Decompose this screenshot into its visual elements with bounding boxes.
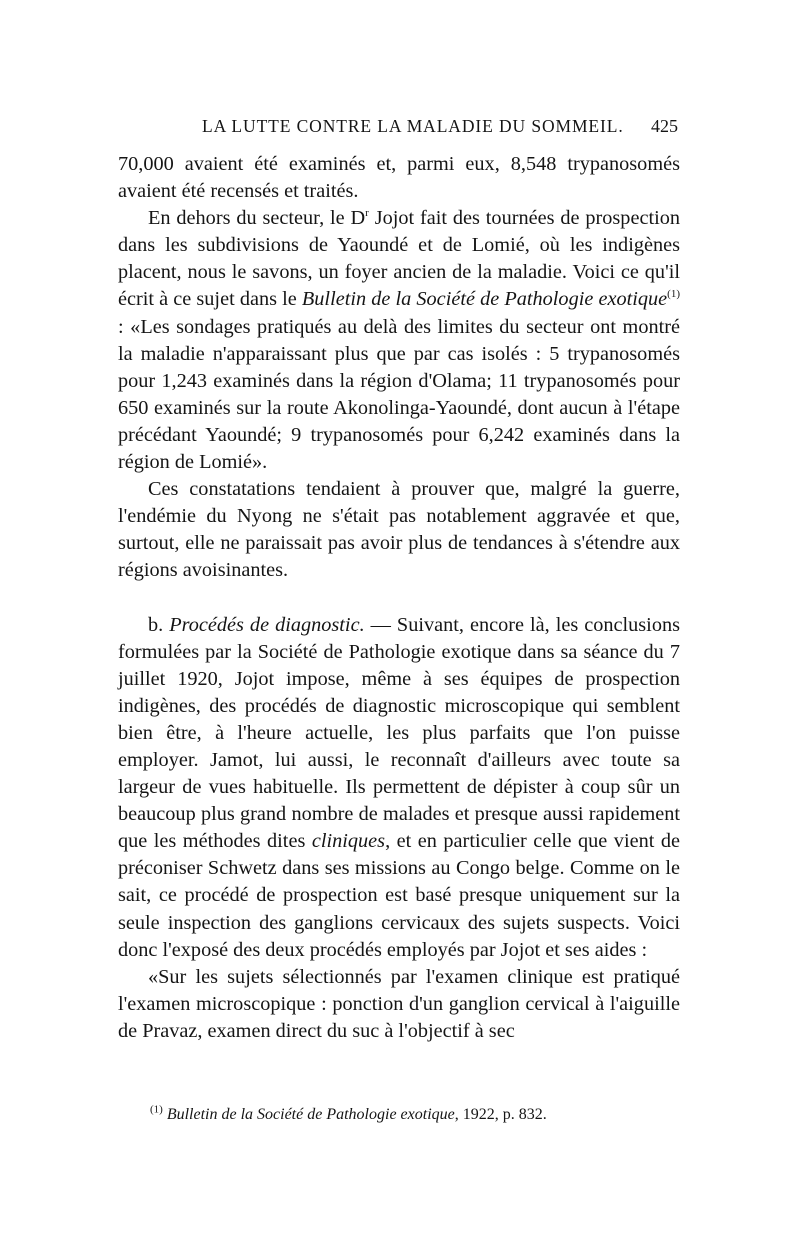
section-label: b. bbox=[148, 613, 170, 636]
paragraph-1-text: 70,000 avaient été examinés et, parmi eux, 8,548 trypanosomés avaient été recensés et traités. bbox=[118, 153, 680, 203]
paragraph-3 bbox=[118, 476, 680, 584]
paragraph-1 bbox=[118, 151, 680, 205]
footnote-citation-details: , 1922, p. 832. bbox=[454, 1106, 547, 1123]
main-text bbox=[118, 151, 680, 1045]
footnote-marker: (1) bbox=[150, 1103, 163, 1116]
footnote-citation-title: Bulletin de la Société de Pathologie exotique bbox=[166, 1106, 455, 1123]
paragraph-3-text: Ces constatations tendaient à prouver que, malgré la guerre, l'endémie du Nyong ne s'était pas notablement aggravée et que, surtout, elle ne paraissait pas avoir plus de tendances à s'étendre aux régions avoisinantes. bbox=[118, 478, 680, 582]
cliniques-italic: cliniques bbox=[311, 830, 386, 853]
paragraph-2-text-b: Jojot fait des tournées de prospection dans les subdivisions de Yaoundé et de Lomié, où les indigènes placent, nous le savons, un foyer ancien de la maladie. Voici ce qu'il écrit à ce sujet dans le bbox=[118, 207, 680, 311]
paragraph-quote-text: «Sur les sujets sélectionnés par l'examen clinique est pratiqué l'examen microscopique : ponction d'un ganglion cervical à l'aiguille de Pravaz, examen direct du suc à l'objectif à sec bbox=[118, 965, 680, 1042]
paragraph-2 bbox=[118, 205, 680, 476]
running-head bbox=[118, 116, 680, 142]
paragraph-2-text-a: En dehors du secteur, le D bbox=[148, 207, 366, 230]
paragraph-quote bbox=[118, 964, 680, 1045]
bulletin-title-citation: Bulletin de la Société de Pathologie exotique bbox=[301, 288, 668, 311]
section-heading: Procédés de diagnostic. bbox=[169, 613, 365, 636]
section-b-paragraph bbox=[118, 612, 680, 964]
footnote-reference: (1) bbox=[667, 288, 680, 301]
doctor-abbrev-superscript: r bbox=[365, 207, 369, 220]
section-b-text-b: , et en particulier celle que vient de préconiser Schwetz dans ses missions au Congo belge. Comme on le sait, ce procédé de prospection est basé presque uniquement sur la seule inspection des ganglions cervicaux des sujets suspects. Voici donc l'exposé des deux procédés employés par Jojot et ses aides : bbox=[118, 830, 680, 961]
running-title: LA LUTTE CONTRE LA MALADIE DU SOMMEIL. bbox=[202, 116, 624, 136]
footnote bbox=[150, 1105, 670, 1125]
page-number: 425 bbox=[651, 116, 678, 136]
section-b-text-a: — Suivant, encore là, les conclusions formulées par la Société de Pathologie exotique dans sa séance du 7 juillet 1920, Jojot impose, même à ses équipes de prospection indigènes, des procédés de diagnostic microscopique qui semblent bien être, à l'heure actuelle, les plus parfaits que l'on puisse employer. Jamot, lui aussi, le reconnaît d'ailleurs avec toute sa largeur de vues habituelle. Ils permettent de dépister à coup sûr un beaucoup plus grand nombre de malades et presque aussi rapidement que les méthodes dites bbox=[118, 613, 680, 853]
paragraph-2-text-c: : «Les sondages pratiqués au delà des limites du secteur ont montré la maladie n'apparaissant plus que par cas isolés : 5 trypanosomés pour 1,243 examinés dans la région d'Olama; 11 trypanosomés pour 650 examinés sur la route Akonolinga-Yaoundé, dont aucun à l'étape précédant Yaoundé; 9 trypanosomés pour 6,242 examinés dans la région de Lomié». bbox=[118, 315, 680, 474]
